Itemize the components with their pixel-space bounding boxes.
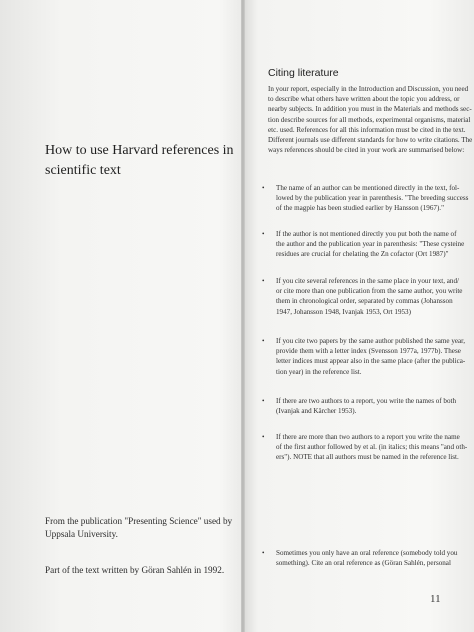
list-item-line: 1947, Johansson 1948, Ivanjak 1953, Ort 1953) [276, 307, 411, 316]
list-item-line: the author and the publication year in parenthesis: "These cysteine [276, 240, 465, 249]
list-item-line: (Ivanjak and Kärcher 1953). [276, 407, 357, 416]
bullet-icon: • [262, 277, 265, 285]
list-item-line: If you cite two papers by the same author published the same year, [276, 337, 466, 345]
author-credit [45, 564, 235, 577]
list-item-line: If you cite several references in the same place in your text, and/ [276, 277, 459, 285]
list-item-line: of the first author followed by et al. (in italics; this means "and oth- [276, 443, 468, 452]
list-item-line: them in chronological order, separated by commas (Johansson [276, 297, 453, 306]
book-gutter [241, 0, 245, 632]
paragraph-line: etc. used. References for all this information must be cited in the text. [268, 125, 466, 134]
citing-literature-section [268, 66, 473, 155]
list-item-line: If there are more than two authors to a report you write the name [276, 433, 460, 441]
list-item-line: ers"). NOTE that all authors must be named in the reference list. [276, 453, 459, 462]
paragraph-line: tion describe sources for all methods, experimental organisms, material [268, 115, 471, 124]
list-item-line: If the author is not mentioned directly you put both the name of [276, 230, 457, 238]
list-item-line: provide them with a letter index (Svensson 1977a, 1977b). These [276, 347, 461, 356]
paragraph-line: Different journals use different standards for how to write citations. The [268, 136, 473, 145]
paragraph-line: to describe what others have written about the topic you address, or [268, 95, 460, 104]
credit-line: Uppsala University. [45, 528, 118, 539]
paragraph-line: ways references should be cited in your work are summarised below: [268, 146, 465, 155]
list-item-line: If there are two authors to a report, you write the names of both [276, 397, 457, 405]
list-item-line: tion year) in the reference list. [276, 367, 362, 376]
bullet-icon: • [262, 549, 265, 557]
document-title [45, 141, 235, 181]
credit-line: From the publication "Presenting Science" used by [45, 516, 233, 526]
bullet-icon: • [262, 397, 265, 405]
bullet-icon: • [262, 184, 265, 192]
page-number: 11 [430, 593, 441, 605]
list-item-line: or cite more than one publication from the same author, you write [276, 287, 463, 296]
list-item-line: lowed by the publication year in parenthesis. "The breeding success [276, 194, 469, 203]
credit-line: Part of the text written by Göran Sahlén in 1992. [45, 565, 225, 575]
list-item-line: Sometimes you only have an oral reference (somebody told you [276, 549, 458, 557]
list-item-line: of the magpie has been studied earlier by Hansson (1967)." [276, 204, 444, 213]
bullet-icon: • [262, 230, 265, 238]
publication-credit [45, 515, 235, 540]
list-item-line: The name of an author can be mentioned directly in the text, fol- [276, 184, 460, 192]
paragraph-line: In your report, especially in the Introduction and Discussion, you need [268, 85, 469, 93]
list-item-line: letter indices must appear also in the same place (after the publica- [276, 357, 466, 366]
list-item-line: residues are crucial for chelating the Zn cofactor (Ort 1987)" [276, 250, 449, 259]
paragraph-line: nearby subjects. In addition you must in the Materials and methods sec- [268, 105, 472, 114]
section-heading: Citing literature [268, 67, 339, 79]
list-item-line: something). Cite an oral reference as (Göran Sahlén, personal [276, 559, 451, 568]
bullet-icon: • [262, 337, 265, 345]
intro-paragraph [268, 84, 473, 155]
title-line: How to use Harvard references in [45, 143, 234, 158]
bullet-icon: • [262, 433, 265, 441]
title-line: scientific text [45, 163, 121, 178]
